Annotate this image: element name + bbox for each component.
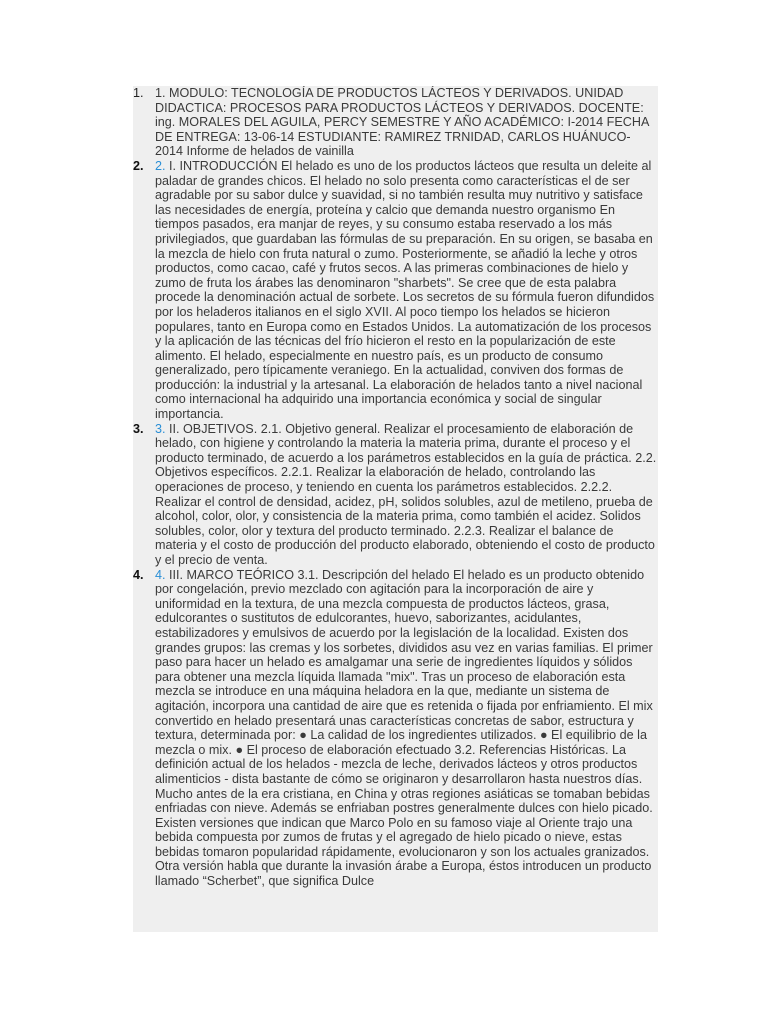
document-content: [133, 86, 658, 932]
item-page-link[interactable]: 4.: [155, 567, 166, 582]
item-text: III. MARCO TEÓRICO 3.1. Descripción del helado El helado es un producto obtenido por congelación, previo mezclado con agitación para la incorporación de aire y uniformidad en la textura, de una mezcla compuesta de productos lácteos, grasa, edulcorantes o sustitutos de edulcorantes, huevo, saborizantes, acidulantes, estabilizadores y emulsivos de acuerdo por la legislación de la localidad. Existen dos grandes grupos: las cremas y los sorbetes, divididos asu vez en varias familias. El primer paso para hacer un helado es amalgamar una serie de ingredientes líquidos y sólidos para obtener una mezcla líquida llamada "mix". Tras un proceso de elaboración esta mezcla se introduce en una máquina heladora en la que, mediante un sistema de agitación, incorpora una cantidad de aire que es retenida o fijada por enfriamiento. El mix convertido en helado presentará unas características concretas de sabor, estructura y textura, determinada por: ● La calidad de los ingredientes utilizados. ● El equilibrio de la mezcla o mix. ● El proceso de elaboración efectuado 3.2. Referencias Históricas. La definición actual de los helados - mezcla de leche, derivados lácteos y otros productos alimenticios - dista bastante de cómo se originaron y desarrollaron hasta nuestros días. Mucho antes de la era cristiana, en China y otras regiones asiáticas se tomaban bebidas enfriadas con nieve. Además se enfriaban postres generalmente dulces con hielo picado. Existen versiones que indican que Marco Polo en su famoso viaje al Oriente trajo una bebida compuesta por zumos de frutas y el agregado de hielo picado o nieve, estas bebidas tomaron popularidad rápidamente, evolucionaron y son los actuales granizados. Otra versión habla que durante la invasión árabe a Europa, éstos introducen un producto llamado “Scherbet”, que significa Dulce: [155, 567, 653, 889]
item-number: 3.: [133, 421, 144, 436]
item-text: I. INTRODUCCIÓN El helado es uno de los productos lácteos que resulta un deleite al paladar de grandes chicos. El helado no solo presenta como características el de ser agradable por su sabor dulce y suavidad, si no también resulta muy nutritivo y satisface las necesidades de energía, proteína y calcio que demanda nuestro organismo En tiempos pasados, era manjar de reyes, y su consumo estaba reservado a los más privilegiados, que guardaban las fórmulas de su preparación. En su origen, se basaba en la mezcla de hielo con fruta natural o zumo. Posteriormente, se añadió la leche y otros productos, como cacao, café y frutos secos. A las primeras combinaciones de hielo y zumo de fruta los árabes las denominaron "sharbets". Se cree que de esta palabra procede la denominación actual de sorbete. Los secretos de su fórmula fueron difundidos por los heladeros italianos en el siglo XVII. Al poco tiempo los helados se hicieron populares, tanto en Europa como en Estados Unidos. La automatización de los procesos y la aplicación de las técnicas del frío hicieron el resto en la popularización de este alimento. El helado, especialmente en nuestro país, es un producto de consumo generalizado, pero típicamente veraniego. En la actualidad, conviven dos formas de producción: la industrial y la artesanal. La elaboración de helados tanto a nivel nacional como internacional ha adquirido una importancia económica y social de singular importancia.: [155, 158, 655, 422]
item-page-link[interactable]: 3.: [155, 421, 166, 436]
item-number: 1.: [133, 86, 144, 100]
item-text: 1. MODULO: TECNOLOGÍA DE PRODUCTOS LÁCTEOS Y DERIVADOS. UNIDAD DIDACTICA: PROCESOS PARA PRODUCTOS LÁCTEOS Y DERIVADOS. DOCENTE: ing. MORALES DEL AGUILA, PERCY SEMESTRE Y AÑO ACADÉMICO: I-2014 FECHA DE ENTREGA: 13-06-14 ESTUDIANTE: RAMIREZ TRNIDAD, CARLOS HUÁNUCO-2014 Informe de helados de vainilla: [155, 86, 649, 159]
list-item: [133, 422, 658, 568]
item-number: 4.: [133, 567, 144, 582]
list-item: [133, 86, 658, 159]
item-page-link[interactable]: 2.: [155, 158, 166, 173]
list-item: [133, 568, 658, 889]
item-text: II. OBJETIVOS. 2.1. Objetivo general. Realizar el procesamiento de elaboración de helado, con higiene y controlando la materia la materia prima, durante el proceso y el producto terminado, de acuerdo a los parámetros establecidos en la guía de práctica. 2.2. Objetivos específicos. 2.2.1. Realizar la elaboración de helado, controlando las operaciones de proceso, y teniendo en cuenta los parámetros establecidos. 2.2.2. Realizar el control de densidad, acidez, pH, solidos solubles, azul de metileno, prueba de alcohol, color, olor, y consistencia de la materia prima, como también el acidez. Solidos solubles, color, olor y textura del producto terminado. 2.2.3. Realizar el balance de materia y el costo de producción del producto elaborado, obteniendo el costo de producto y el precio de venta.: [155, 421, 657, 567]
list-item: [133, 159, 658, 422]
document-list: [133, 86, 658, 889]
item-number: 2.: [133, 158, 144, 173]
